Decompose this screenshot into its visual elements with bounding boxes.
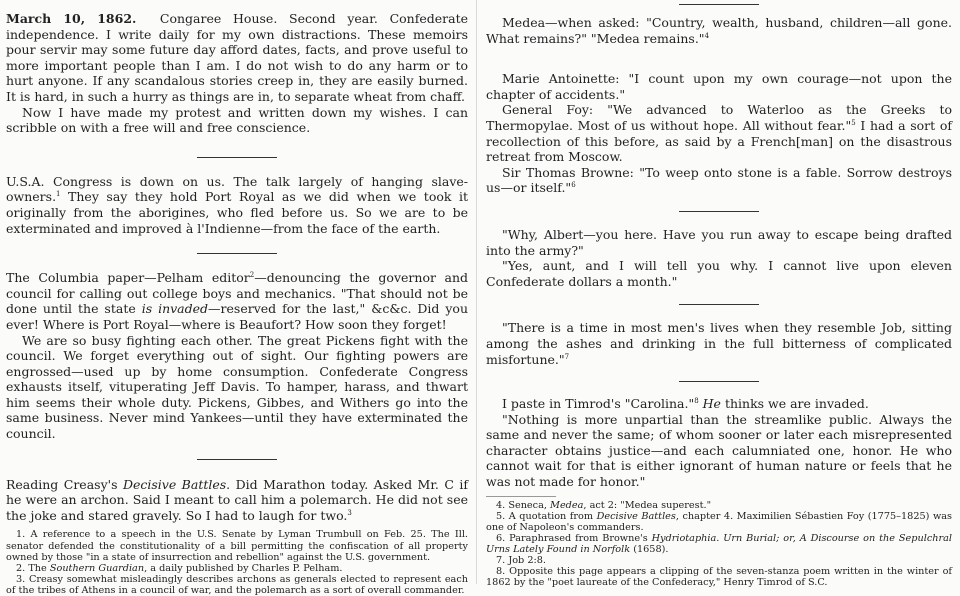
footnote-ref: 1 — [56, 190, 61, 199]
footnote-2: 2. The Southern Guardian, a daily published by Charles P. Pelham. — [16, 562, 343, 574]
entry-march-10: March 10, 1862. Congaree House. Second year. Confederate independence. I write daily for my own distractions. These memoirs pour servir may some future day afford dates, facts, and prove useful to more important people than I am. I do not wish to do any harm or to hurt anyone. If any scandalous stories creep in, they are easily burned. It is hard, in such a hurry as things are in, to separate wheat from chaff. — [6, 11, 468, 104]
footnotes-right — [486, 500, 952, 589]
footnote-ref: 8 — [694, 396, 699, 405]
entry-medea: Medea—when asked: "Country, wealth, husband, children—all gone. What remains?" "Medea remains."$^4$ — [486, 15, 952, 46]
footnote-4: 4. Seneca, Medea, act 2: "Medea superest." — [496, 499, 712, 511]
footnote-ref: 4 — [704, 31, 710, 40]
entry-columbia-paper: The Columbia paper—Pelham editor$^2$—denouncing the governor and council for calling out college boys and mechanics. "That should not be done until the state is invaded—reserved for the last," &c&c. Did you ever! Where is Port Royal—where is Beaufort? How soon they forget! — [6, 270, 468, 332]
entry-timrod: I paste in Timrod's "Carolina."$^8$ He thinks we are invaded. — [502, 396, 869, 412]
entry-general-foy: General Foy: "We advanced to Waterloo as the Greeks to Thermopylae. Most of us without hope. All without fear."$^5$ I had a sort of recollection of this before, as said by a French[man] on the disastrous retreat from Moscow. — [486, 102, 952, 165]
right-column — [486, 0, 952, 588]
entry-albert: "Why, Albert—you here. Have you run away to escape being drafted into the army?" — [486, 226, 952, 258]
footnote-5: 5. A quotation from Decisive Battles, chapter 4. Maximilien Sébastien Foy (1775–1825) was one of Napoleon's commanders. — [486, 510, 953, 533]
footnote-ref: 7 — [564, 352, 570, 361]
entry-date: March 10, 1862. — [6, 11, 137, 26]
page-gutter — [476, 0, 477, 584]
footnotes-left — [6, 529, 468, 596]
entry-creasy: Reading Creasy's Decisive Battles. Did Marathon today. Asked Mr. C if he were an archon. Said I meant to call him a polemarch. He did not see the joke and stared gravely. So I had to laugh for two.$^3$ — [6, 476, 468, 523]
entry-marie-antoinette: Marie Antoinette: "I count upon my own courage—not upon the chapter of accidents." — [486, 71, 952, 102]
footnote-8: 8. Opposite this page appears a clipping of the seven-stanza poem written in the winter of 1862 by the "poet laureate of the Confederacy," Henry Timrod of S.C. — [486, 566, 952, 589]
footnote-1: 1. A reference to a speech in the U.S. Senate by Lyman Trumbull on Feb. 25. The Ill. senator defended the constitutionality of a bill permitting the confiscation of all property owned by those "in a state of insurrection and rebellion" against the U.S. government. — [6, 529, 468, 563]
footnote-3: 3. Creasy somewhat misleadingly describes archons as generals elected to represent each of the tribes of Athens in a council of war, and the polemarch as a sort of overall commander. — [6, 573, 468, 596]
entry-timrod-quote: "Nothing is more unpartial than the streamlike public. Always the same and never the same; of whom sooner or later each misrepresented character obtains justice—and each calumniated one, honor. He who cannot wait for that is either ignorant of human nature or feels that he was not made for honor." — [486, 411, 952, 490]
footnote-ref: 2 — [249, 270, 255, 279]
entry-congress: U.S.A. Congress is down on us. The talk largely of hanging slave-owners.$^1$ They say they hold Port Royal as we did when we took it originally from the aborigines, who fled before us. So we are to be exterminated and improved à l'Indienne—from the face of the earth. — [6, 173, 468, 236]
footnote-6: 6. Paraphrased from Browne's Hydriotaphia. Urn Burial; or, A Discourse on the Sepulchral Urns Lately Found in Norfolk (1658). — [486, 532, 952, 556]
footnote-ref: 5 — [851, 118, 856, 127]
entry-columbia-paper-p2: We are so busy fighting each other. The great Pickens fight with the council. We forget everything out of sight. Our fighting powers are engrossed—used up by home consumption. Confederate Congress exhausts itself, vituperating Jeff Davis. To hamper, harass, and thwart him seems their whole duty. Pickens, Gibbes, and Withers go into the same business. Never mind Yankees—until they have exterminated the council. — [6, 332, 468, 442]
left-column — [6, 0, 468, 596]
entry-thomas-browne: Sir Thomas Browne: "To weep onto stone is a fable. Sorrow destroys us—or itself."$^6$ — [486, 164, 952, 196]
entry-march-10-p2: Now I have made my protest and written down my wishes. I can scribble on with a free will and free conscience. — [6, 104, 468, 136]
footnote-ref: 6 — [571, 181, 576, 190]
footnote-7: 7. Job 2:8. — [496, 555, 546, 567]
footnote-ref: 3 — [347, 508, 352, 517]
entry-job: "There is a time in most men's lives when they resemble Job, sitting among the ashes and drinking in the full bitterness of complicated misfortune."$^7$ — [486, 320, 952, 367]
entry-albert-reply: "Yes, aunt, and I will tell you why. I cannot live upon eleven Confederate dollars a month." — [486, 258, 952, 289]
